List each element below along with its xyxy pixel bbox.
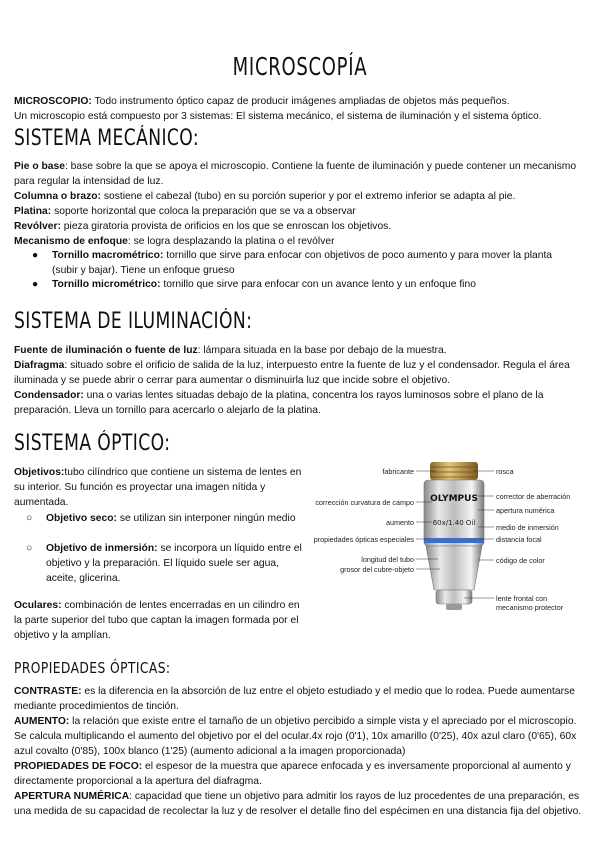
label-grosor-cubreobjeto: grosor del cubre-objeto [340, 565, 414, 574]
mecanico-item-1 [14, 189, 586, 204]
sub-def-0: se utilizan sin interponer ningún medio [116, 513, 296, 524]
heading-sistema-iluminacion: SISTEMA DE ILUMINACIÓN: [14, 309, 253, 334]
sub-def-1: se incorpora un líquido entre el objetivo y la preparación. El líquido suele ser agua, aceite, glicerina. [46, 543, 302, 584]
mecanico-item-2 [14, 204, 586, 219]
bullet-text [52, 249, 580, 278]
label-corrector-aberracion: corrector de aberración [496, 492, 571, 501]
propiedad-term-2: PROPIEDADES DE FOCO: [14, 761, 143, 772]
label-longitud-tubo: longitud del tubo [361, 555, 414, 564]
iluminacion-item-2 [14, 388, 586, 418]
bullet-dot-icon: ● [32, 250, 39, 261]
bullet-def-0: tornillo que sirve para enfocar con objetivos de poco aumento y para mover la planta (subir y bajar). Tiene un enfoque grueso [52, 250, 553, 276]
label-medio-inmersion: medio de inmersión [496, 523, 559, 532]
intro-def: Todo instrumento óptico capaz de producir imágenes ampliadas de objetos más pequeños. [91, 96, 510, 107]
mecanico-term-1: Columna o brazo: [14, 191, 101, 202]
propiedad-contraste [14, 684, 586, 714]
bullet-text [52, 278, 580, 293]
propiedad-term-3: APERTURA NUMÉRICA [14, 791, 130, 802]
label-distancia-focal: distancia focal [496, 535, 542, 544]
label-correccion-curvatura: corrección curvatura de campo [315, 498, 414, 507]
label-propiedades-opticas: propiedades ópticas especiales [313, 535, 414, 544]
bullet-def-1: tornillo que sirve para enfocar con un avance lento y un enfoque fino [160, 279, 476, 290]
oculares-term: Oculares: [14, 600, 62, 611]
mecanico-def-4: : se logra desplazando la platina o el revólver [127, 236, 335, 247]
mecanico-term-4: Mecanismo de enfoque [14, 236, 128, 247]
lens-body-shape [424, 480, 484, 546]
intro-line2: Un microscopio está compuesto por 3 sistemas: El sistema mecánico, el sistema de iluminación y el sistema óptico. [14, 111, 542, 122]
mecanico-item-3 [14, 219, 586, 234]
mecanico-def-1: sostiene el cabezal (tubo) en su porción superior y por el extremo inferior se adapta al pie. [100, 191, 516, 202]
propiedad-def-1: la relación que existe entre el tamaño de un objetivo percibido a simple vista y el apreciado por el microscopio. Se calcula multiplicando el aumento del objetivo por el del ocular.4x rojo (0'1), 10x amarillo (0'25), 40x azul claro (0'65), 60x azul covalto (0'85), 100x blanco (1'25) (aumento adicional a la imagen proporcionada) [14, 716, 577, 757]
mecanico-term-0: Pie o base [14, 161, 65, 172]
oculares-def: combinación de lentes encerradas en un cilindro en la parte superior del tubo que captan la imagen formada por el objetivo y la amplían. [14, 600, 300, 641]
iluminacion-item-0 [14, 343, 586, 358]
sub-objetivo-inmersion [26, 541, 302, 586]
mecanico-def-2: soporte horizontal que coloca la preparación que se va a observar [51, 206, 356, 217]
iluminacion-def-2: una o varias lentes situadas debajo de la platina, concentra los rayos luminosos sobre el plano de la preparación. Lleva un tornillo para acercarlo o alejarlo de la platina. [14, 390, 544, 416]
mecanico-term-3: Revólver: [14, 221, 61, 232]
mecanico-def-0: : base sobre la que se apoya el microscopio. Contiene la fuente de iluminación y puede contener un mecanismo para regular la intensidad de luz. [14, 161, 577, 187]
magnification-engraving: 60x/1.40 Oil [432, 519, 476, 527]
bullet-term-1: Tornillo micrométrico: [52, 279, 161, 290]
label-aumento: aumento [386, 518, 414, 527]
sub-term-0: Objetivo seco: [46, 513, 117, 524]
bullet-ring-icon: ○ [26, 543, 33, 554]
propiedad-term-1: AUMENTO: [14, 716, 70, 727]
iluminacion-def-1: : situado sobre el orificio de salida de la luz, interpuesto entre la fuente de luz y el condensador. Regula el área iluminada y se puede abrir o cerrar para aumentar o disminuirla luz que incide sobre el objetivo. [14, 360, 570, 386]
heading-sistema-mecanico: SISTEMA MECÁNICO: [14, 126, 200, 151]
bullet-dot-icon: ● [32, 279, 39, 290]
oculares-paragraph [14, 598, 304, 643]
propiedad-apertura [14, 789, 586, 819]
propiedad-aumento [14, 714, 586, 759]
iluminacion-term-0: Fuente de iluminación o fuente de luz [14, 345, 198, 356]
page-title: MICROSCOPÍA [232, 52, 368, 81]
label-rosca: rosca [496, 467, 514, 476]
intro-paragraph [14, 94, 586, 124]
bullet-term-0: Tornillo macrométrico: [52, 250, 164, 261]
propiedad-def-0: es la diferencia en la absorción de luz entre el objeto estudiado y el medio que lo rodea. Puede aumentarse mediante procedimientos de tinción. [14, 686, 575, 712]
iluminacion-item-1 [14, 358, 586, 388]
mecanico-item-0 [14, 159, 586, 189]
label-apertura-numerica: apertura numérica [496, 506, 555, 515]
heading-sistema-optico: SISTEMA ÓPTICO: [14, 431, 171, 456]
objetivos-term: Objetivos: [14, 467, 65, 478]
iluminacion-def-0: : lámpara situada en la base por debajo de la muestra. [197, 345, 447, 356]
propiedad-term-0: CONTRASTE: [14, 686, 82, 697]
propiedad-def-3: : capacidad que tiene un objetivo para admitir los rayos de luz procedentes de una preparación, es una medida de su capacidad de recolectar la luz y de resolver el detalle fino del espécimen en una distancia fija del objetivo. [14, 791, 582, 817]
label-fabricante: fabricante [382, 467, 414, 476]
label-mecanismo-protector: mecanismo protector [496, 603, 564, 612]
sub-objetivo-seco [26, 511, 302, 541]
mecanico-term-2: Platina: [14, 206, 52, 217]
intro-term: MICROSCOPIO: [14, 96, 92, 107]
iluminacion-term-2: Condensador: [14, 390, 84, 401]
propiedad-foco [14, 759, 586, 789]
mecanico-item-4 [14, 234, 586, 249]
bullet-ring-icon: ○ [26, 513, 33, 524]
sub-text [46, 541, 306, 586]
label-codigo-color: código de color [496, 556, 545, 565]
heading-propiedades-opticas: PROPIEDADES ÓPTICAS: [14, 659, 171, 677]
objetivos-def: tubo cilíndrico que contiene un sistema de lentes en su interior. Su función es proyectar una imagen nítida y aumentada. [14, 467, 302, 508]
label-lente-frontal: lente frontal con [496, 594, 548, 603]
objetivos-paragraph [14, 465, 304, 510]
bullet-tornillo-micrometrico [32, 278, 580, 293]
sub-term-1: Objetivo de inmersión: [46, 543, 158, 554]
color-code-ring [424, 538, 484, 543]
propiedad-def-2: el espesor de la muestra que aparece enfocada y es inversamente proporcional al aumento y directamente proporcional a la apertura del diafragma. [14, 761, 571, 787]
objective-lens-figure [312, 456, 596, 626]
iluminacion-term-1: Diafragma [14, 360, 65, 371]
brand-engraving: OLYMPUS [430, 494, 478, 504]
sub-text [46, 511, 306, 526]
mecanico-def-3: pieza giratoria provista de orificios en los que se enroscan los objetivos. [60, 221, 392, 232]
bullet-tornillo-macrometrico [32, 249, 580, 279]
